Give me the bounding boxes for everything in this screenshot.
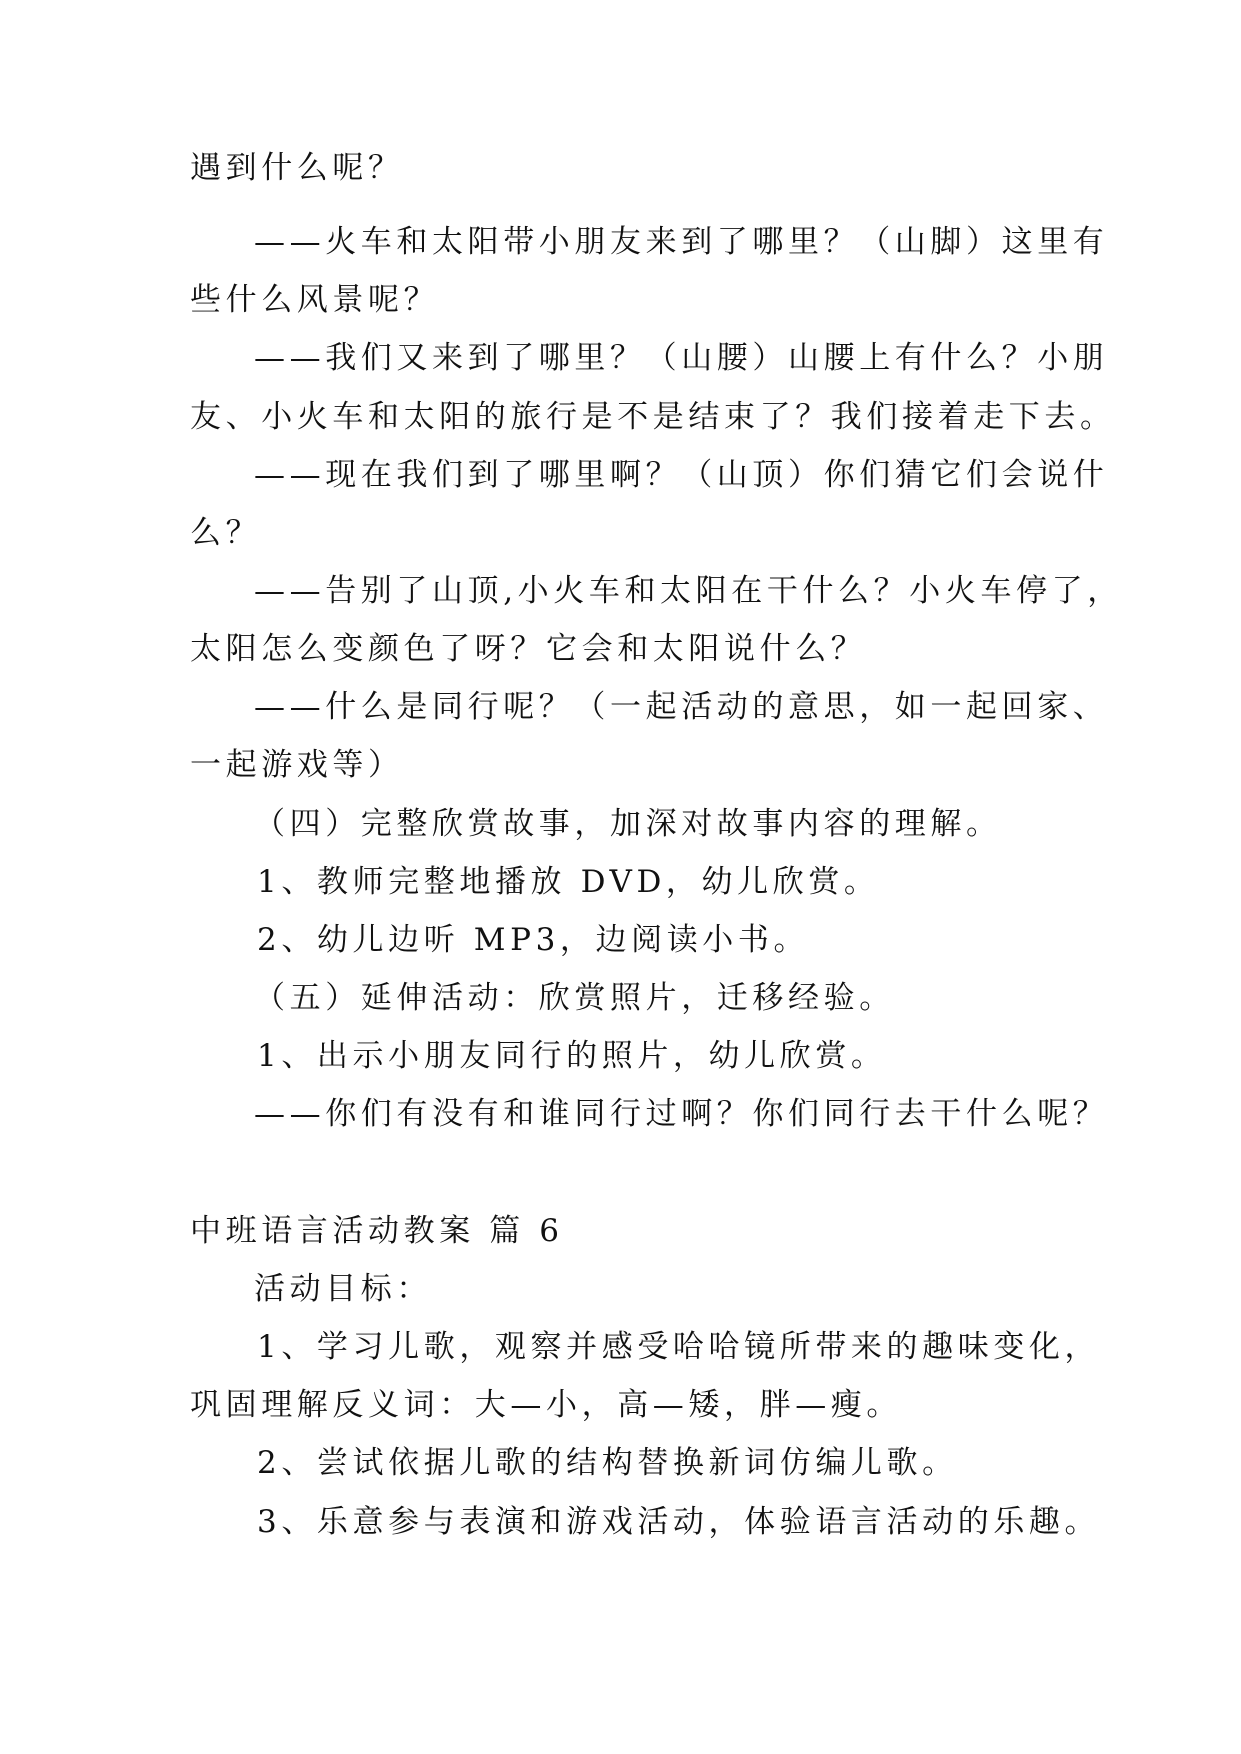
paragraph-line: 遇到什么呢？ — [190, 150, 404, 186]
list-item: 2、尝试依据儿歌的结构替换新词仿编儿歌。 — [257, 1445, 958, 1481]
list-item: 2、幼儿边听 MP3，边阅读小书。 — [257, 922, 810, 958]
list-item: 3、乐意参与表演和游戏活动，体验语言活动的乐趣。 — [257, 1504, 1101, 1540]
paragraph-line: ——火车和太阳带小朋友来到了哪里？（山脚）这里有 — [254, 224, 1109, 260]
paragraph-line: 太阳怎么变颜色了呀？它会和太阳说什么？ — [190, 631, 867, 667]
subsection-heading: 活动目标： — [254, 1271, 432, 1307]
list-item: 1、出示小朋友同行的照片，幼儿欣赏。 — [257, 1038, 887, 1074]
paragraph-line: ——告别了山顶,小火车和太阳在干什么？小火车停了， — [254, 573, 1123, 609]
section-heading: （五）延伸活动：欣赏照片，迁移经验。 — [254, 980, 895, 1016]
paragraph-line: 巩固理解反义词：大—小，高—矮，胖—瘦。 — [190, 1387, 902, 1423]
paragraph-line: 友、小火车和太阳的旅行是不是结束了？我们接着走下去。 — [190, 399, 1116, 435]
list-item: 1、教师完整地播放 DVD，幼儿欣赏。 — [257, 864, 880, 900]
paragraph-line: ——什么是同行呢？（一起活动的意思，如一起回家、 — [254, 689, 1109, 725]
paragraph-line: ——我们又来到了哪里？（山腰）山腰上有什么？小朋 — [254, 340, 1109, 376]
paragraph-line: ——你们有没有和谁同行过啊？你们同行去干什么呢？ — [254, 1096, 1109, 1132]
paragraph-line: 些什么风景呢？ — [190, 282, 440, 318]
section-heading: （四）完整欣赏故事，加深对故事内容的理解。 — [254, 806, 1002, 842]
article-title: 中班语言活动教案 篇 6 — [190, 1213, 564, 1249]
paragraph-line: 么？ — [190, 515, 262, 551]
list-item: 1、学习儿歌，观察并感受哈哈镜所带来的趣味变化， — [257, 1329, 1101, 1365]
paragraph-line: ——现在我们到了哪里啊？（山顶）你们猜它们会说什 — [254, 457, 1109, 493]
paragraph-line: 一起游戏等） — [190, 747, 404, 783]
